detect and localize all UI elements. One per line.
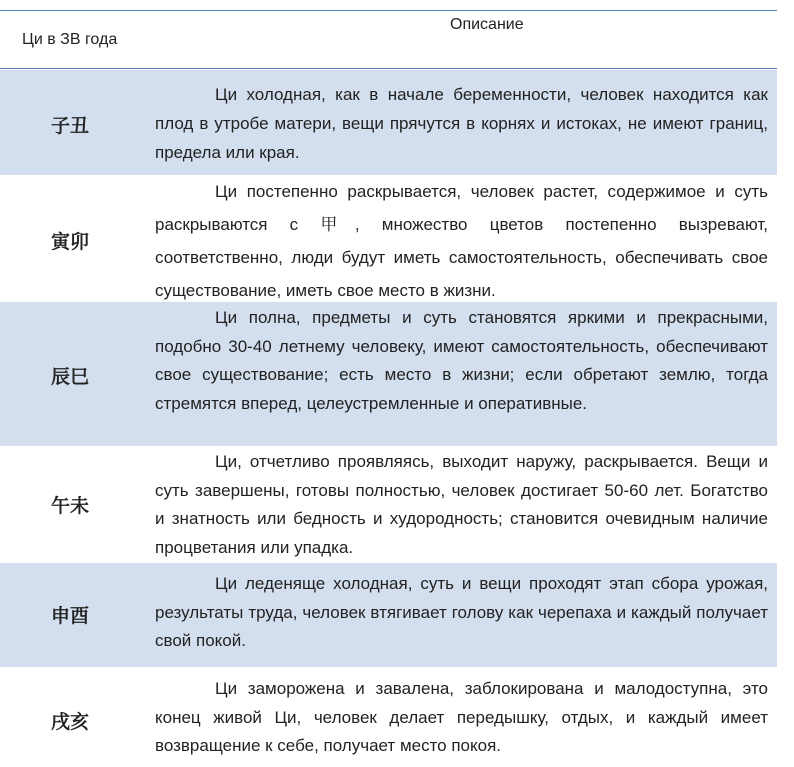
row-description: Ци заморожена и завалена, заблокирована и малодоступна, это конец живой Ци, человек делает передышку, отдых, и каждый имеет возвращение к себе, получает место покоя. (155, 679, 768, 756)
row-description: Ци, отчетливо проявляясь, выходит наружу, раскрывается. Вещи и суть завершены, готовы полностью, человек достигает 50-60 лет. Богатство и знатность или бедность и худородность; становится очевидным наличие процветания или упадка. (155, 452, 768, 558)
table-row (0, 667, 777, 767)
header-column-zodiac: Ци в ЗВ года (22, 31, 118, 48)
row-zodiac-key: 申酉 (50, 605, 89, 627)
table-row (0, 70, 777, 175)
header-column-description: Описание (450, 16, 524, 33)
row-zodiac-key: 子丑 (50, 115, 89, 137)
table-row (0, 175, 777, 302)
row-description: Ци леденяще холодная, суть и вещи проходят этап сбора урожая, результаты труда, человек втягивает голову как черепаха и каждый получает свой покой. (155, 574, 768, 651)
table-row (0, 302, 777, 446)
table-row (0, 446, 777, 563)
row-zodiac-key: 午未 (50, 495, 89, 517)
row-zodiac-key: 寅卯 (50, 231, 89, 253)
row-description: Ци полна, предметы и суть становятся яркими и прекрасными, подобно 30-40 летнему человеку, имеют самостоятельность, обеспечивают свое существование; есть место в жизни; если обретают землю, тогда стремятся вперед, целеустремленные и оперативные. (155, 308, 768, 414)
row-description: Ци холодная, как в начале беременности, человек находится как плод в утробе матери, вещи прячутся в корнях и истоках, не имеют границ, предела или края. (155, 85, 768, 162)
table-header (0, 11, 777, 69)
table-row (0, 563, 777, 667)
row-zodiac-key: 戌亥 (50, 711, 89, 733)
row-zodiac-key: 辰巳 (50, 366, 89, 388)
row-description: Ци постепенно раскрывается, человек растет, содержимое и суть раскрываются с 甲, множество цветов постепенно вызревают, соответственно, люди будут иметь самостоятельность, обеспечивать свое существование, иметь свое место в жизни. (155, 182, 768, 300)
